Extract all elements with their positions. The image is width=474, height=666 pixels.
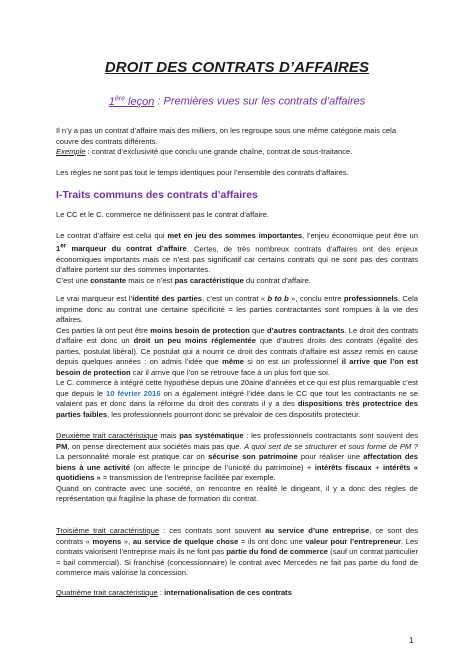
emphasis: droit un peu moins réglementée <box>133 336 256 345</box>
text: . Le droit des contrats d’affaire est donc un <box>56 325 418 345</box>
text: La personnalité morale est pratique car on <box>56 452 209 461</box>
superscript: er <box>60 242 67 250</box>
text: (on affecte le principe de l’unicité du patrimoine) + <box>129 462 315 472</box>
marker-paragraph <box>56 294 418 420</box>
third-trait-paragraph <box>56 526 418 579</box>
text: Ces parties là ont peut être <box>56 325 151 335</box>
emphasis: A quoi sert de se structurer et sous forme de PM ? <box>244 441 418 451</box>
emphasis: moins besoin de protection <box>150 325 250 335</box>
text: car il arrive que l’on se retrouve face à un plus fort que soi. <box>130 367 330 377</box>
text: si on est un professionnel <box>244 357 342 366</box>
lesson-number: 1 <box>108 95 115 108</box>
text: C’est une <box>56 275 91 285</box>
example-text: : contrat d’exclusivité que conclu une grande chaîne, contrat de sous-traitance. <box>85 147 353 156</box>
intro-paragraph <box>56 126 418 158</box>
text: . Certes, de très nombreux contrats d’affaires ont des enjeux économiques importants mais ce n’est pas significatif car certains contrats qui ne sont pas des contrats d’affaire portent sur des sommes importantes. <box>56 244 418 275</box>
text: (sauf un contrat particulier = bail commercial). Si franchisé (concessionnaire) le contrat avec Mercedes ne fait pas partie du fond de commerce mais valorise la concession. <box>56 547 419 577</box>
text: , ce sont des contrats « <box>56 526 419 546</box>
emphasis: dispositions très protectrice des parties faibles <box>56 399 418 419</box>
emphasis: d’autres contractants <box>267 325 345 335</box>
text: mais ce n’est <box>126 275 175 285</box>
text: Le contrat d’affaire est celui qui <box>56 231 168 240</box>
lesson-word: leçon <box>124 95 155 108</box>
text: : <box>157 588 165 597</box>
lesson-label <box>109 96 155 108</box>
text: que <box>249 325 267 335</box>
emphasis: affectation des biens à une activité <box>56 452 418 472</box>
text: », <box>121 536 133 546</box>
fourth-trait-paragraph <box>56 588 418 599</box>
definition-paragraph: Le CC et le C. commerce ne définissent pas le contrat d’affaire. <box>56 210 270 219</box>
text: », conclu entre <box>288 294 344 303</box>
text: = transmission de l’entreprise facilitée par exemple. <box>100 473 276 482</box>
text: , l’enjeu économique peut être un <box>302 231 418 240</box>
emphasis: professionnels <box>343 294 398 303</box>
stakes-paragraph <box>56 231 418 286</box>
emphasis: même <box>222 357 245 366</box>
text: = ils ont donc une <box>238 536 306 546</box>
text: que d’autres droits des contrats (égalité des parties, postulat libéral). Ce postulat qui a nourrit ce droit des contrats d’affaire est assez remis en cause depuis quelques années : on admis l’idée que <box>56 336 418 366</box>
trait-label: Troisième trait caractéristique <box>56 526 160 535</box>
intro-line-2: couvre des contrats différents. <box>56 136 158 146</box>
emphasis: met en jeu des sommes importantes <box>167 231 303 240</box>
document-title: DROIT DES CONTRATS D’AFFAIRES <box>104 59 370 76</box>
emphasis: pas caractéristique <box>174 275 244 285</box>
text: 1 <box>56 244 61 254</box>
emphasis: sécurise son patrimoine <box>208 452 298 461</box>
text: : ces contrats sont souvent <box>159 526 266 535</box>
intro-line-1: Il n’y a pas un contrat d’affaire mais des milliers, on les regroupe sous une même catégorie mais cela <box>56 126 397 135</box>
trait-label: Deuxième trait caractéristique <box>56 431 158 440</box>
text: + <box>371 462 383 472</box>
emphasis: au service d’une entreprise <box>265 526 370 535</box>
date-highlight: 10 février 2016 <box>105 388 161 398</box>
text: . Les contrats valorisent l’entreprise mais ils ne font pas <box>56 536 419 556</box>
second-trait-paragraph <box>56 431 418 505</box>
emphasis: intérêts fiscaux <box>314 462 372 472</box>
text: Le C. commerce à intégré cette hypothèse depuis une 20aine d’années et ce qui est plus remarquable c’est que depuis le <box>56 378 418 398</box>
text: , c’est un contrat « <box>201 294 268 303</box>
text: Le vrai marqueur est l’ <box>56 294 133 303</box>
text: , on pense directement aux sociétés mais pas que. <box>67 441 245 451</box>
text: : les professionnels contractants sont souvent des <box>243 431 418 440</box>
emphasis: moyens <box>92 536 122 546</box>
text: marqueur du contrat d’affaire <box>66 244 187 254</box>
emphasis: valeur pour l’entrepreneur <box>305 536 402 546</box>
emphasis: identité des parties <box>132 294 202 303</box>
text: pour réaliser une <box>297 452 364 461</box>
section-title: I-Traits communs des contrats d’affaires <box>56 189 258 201</box>
emphasis: il arrive que l’on est besoin de protection <box>56 357 418 377</box>
emphasis: partie du fond de commerce <box>226 547 329 556</box>
emphasis: pas systématique <box>179 431 244 440</box>
lesson-subtitle: : Premières vues sur les contrats d’affaires <box>154 95 366 108</box>
rules-paragraph: Les règles ne sont pas tout le temps identiques pour l’ensemble des contrats d’affaires. <box>56 168 349 177</box>
emphasis: au service de quelque chose <box>132 536 239 546</box>
page-number: 1 <box>409 636 414 645</box>
lesson-heading <box>0 95 474 108</box>
text: mais <box>157 431 180 440</box>
first-marker <box>56 244 187 253</box>
text: , les professionnels pourront donc se prévaloir de ces dispositifs protecteur. <box>107 409 361 419</box>
text: Quand on contracte avec une société, on rencontre en réalité le dirigeant, il y a donc des règles de représentation qui fragilise la phase de formation du contrat. <box>56 483 418 503</box>
example-label: Exemple <box>56 147 86 156</box>
emphasis: b to b <box>267 294 289 303</box>
text: du contrat d’affaire. <box>243 275 311 285</box>
lesson-superscript: ère <box>114 95 125 102</box>
emphasis: PM <box>56 441 68 451</box>
trait-label: Quatrième trait caractéristique <box>56 588 158 597</box>
emphasis: internationalisation de ces contrats <box>164 588 292 597</box>
text: . Cela imprime donc au contrat une certaine spécificité = les parties contractantes sont rompues à la vie des affaires. <box>56 294 418 324</box>
emphasis: intérêts « quotidiens » <box>56 462 419 482</box>
emphasis: constante <box>90 275 127 285</box>
text: on a également intégré l’idée dans le CC que tout les contractants ne se valaient pas et donc dans la réforme du droit des contrats il y a des <box>56 388 418 408</box>
